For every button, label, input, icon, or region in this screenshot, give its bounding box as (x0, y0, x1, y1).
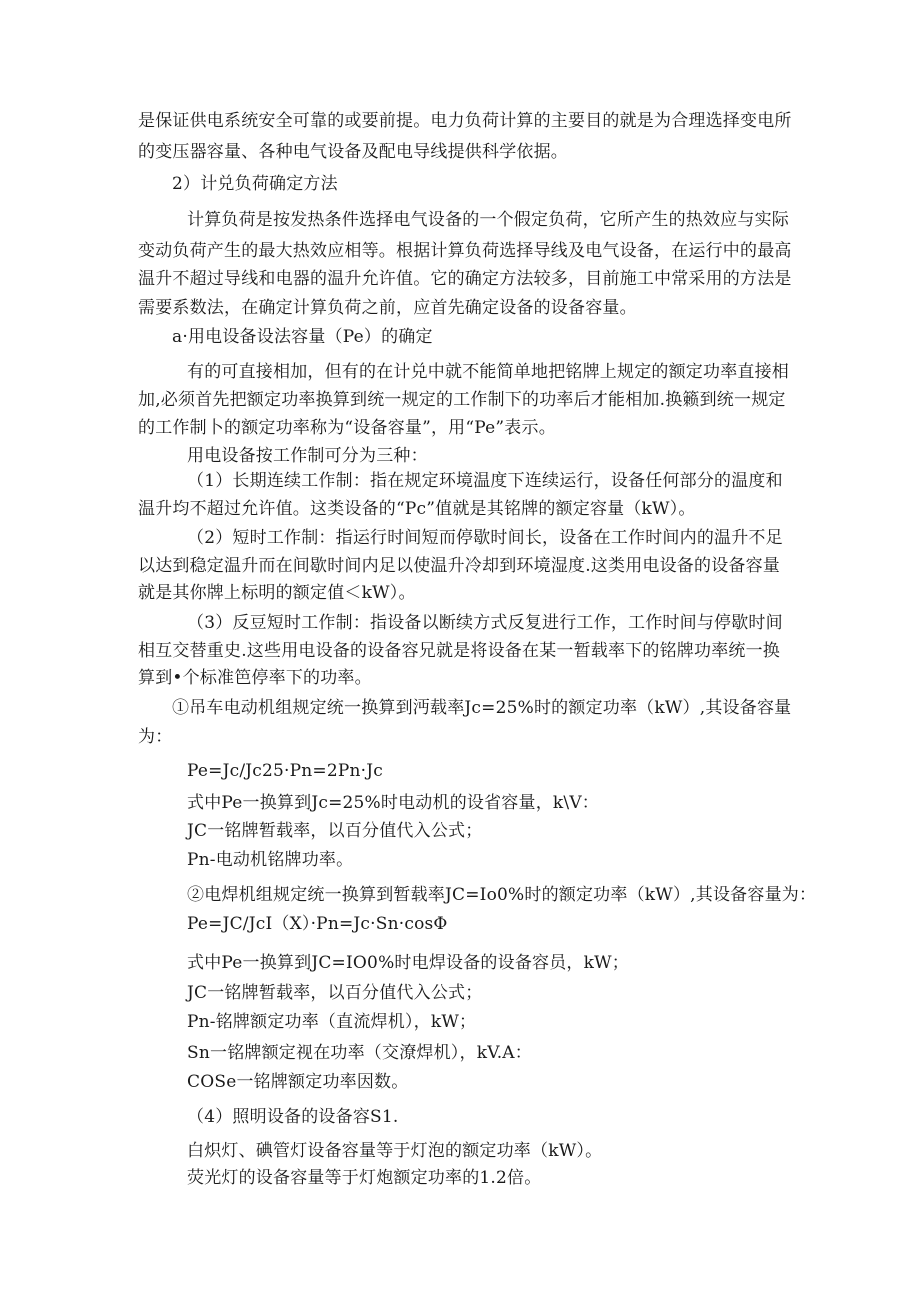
text-line: 温升均不超过允许值。这类设备的“Pc”值就是其铭牌的额定容量（kW）。 (138, 499, 696, 519)
text-line: 变动负荷产生的最大热效应相等。根据计算负荷选择导线及电气设备，在运行中的最高 (138, 241, 792, 261)
section-heading: 2）计兑负荷确定方法 (172, 174, 338, 194)
text-line: 式中Pe一换算到JC=IO0%时电焊设备的设备容员，kW； (187, 953, 629, 973)
text-line: 用电设备按工作制可分为三种： (187, 446, 428, 466)
text-line: （2）短时工作制：指运行时间短而停歇时间长，设备在工作时间内的温升不足 (187, 528, 783, 548)
text-line: 以达到稳定温升而在间歇时间内足以使温升冷却到环境湿度.这类用电设备的设备容量 (138, 556, 781, 576)
text-line: ①吊车电动机组规定统一换算到沔载率Jc=25%时的额定功率（kW）,其设备容量 (172, 698, 792, 718)
text-line: 计算负荷是按发热条件选择电气设备的一个假定负荷，它所产生的热效应与实际 (187, 210, 789, 230)
text-line: Pn-电动机铭牌功率。 (187, 850, 354, 870)
text-line: Sn一铭牌额定视在功率（交潦焊机），kV.A： (187, 1043, 532, 1063)
section-heading: （4）照明设备的设备容S1. (187, 1107, 399, 1127)
text-line: 需要系数法，在确定计算负荷之前，应首先确定设备的设备容量。 (138, 298, 637, 318)
text-line: 有的可直接相加，但有的在计兑中就不能简单地把铭牌上规定的额定功率直接相 (187, 362, 789, 382)
text-line: （3）反豆短时工作制：指设备以断续方式反复进行工作，工作时间与停歇时间 (187, 613, 783, 633)
section-heading: a·用电设备设法容量（Pe）的确定 (172, 327, 433, 347)
text-line: 的工作制卜的额定功率称为“设备容量”，用“Pe”表示。 (138, 418, 556, 438)
text-line: 温升不超过导线和电器的温升允许值。它的确定方法较多，目前施工中常采用的方法是 (138, 269, 792, 289)
text-line: 就是其你牌上标明的额定值＜kW）。 (138, 583, 416, 603)
text-line: ②电焊机组规定统一换算到暂载率JC=Io0%时的额定功率（kW）,其设备容量为： (187, 885, 817, 905)
text-line: （1）长期连续工作制：指在规定环境温度下连续运行，设备任何部分的温度和 (187, 471, 783, 491)
formula: Pe=JC/JcI（X）·Pn=Jc·Sn·cosΦ (187, 914, 448, 934)
text-line: 式中Pe一换算到Jc=25%时电动机的设省容量，k\V： (187, 793, 600, 813)
text-line: 相互交替重史.这些用电设备的设备容兄就是将设备在某一暂载率下的铭牌功率统一换 (138, 641, 781, 661)
text-line: JC一铭牌暂载率，以百分值代入公式； (187, 821, 483, 841)
text-line: 算到•个标准笆停率下的功率。 (138, 668, 372, 688)
text-line: 是保证供电系统安全可靠的或要前提。电力负荷计算的主要目的就是为合理选择变电所 (138, 111, 792, 131)
text-line: 加,必须首先把额定功率换算到统一规定的工作制下的功率后才能相加.换籁到统一规定 (138, 390, 786, 410)
formula: Pe=Jc/Jc25·Pn=2Pn·Jc (187, 761, 383, 781)
text-line: COSe一铭牌额定功率因数。 (187, 1072, 409, 1092)
text-line: 白炽灯、碘管灯设备容量等于灯泡的额定功率（kW）。 (187, 1141, 603, 1161)
text-line: 荧光灯的设备容量等于灯炮额定功率的1.2倍。 (187, 1168, 542, 1188)
text-line: Pn-铭牌额定功率（直流焊机），kW； (187, 1012, 477, 1032)
text-line: 为： (138, 727, 173, 747)
text-line: 的变压器容量、各种电气设备及配电导线提供科学依据。 (138, 142, 568, 162)
text-line: JC一铭牌暂载率，以百分值代入公式； (187, 983, 483, 1003)
